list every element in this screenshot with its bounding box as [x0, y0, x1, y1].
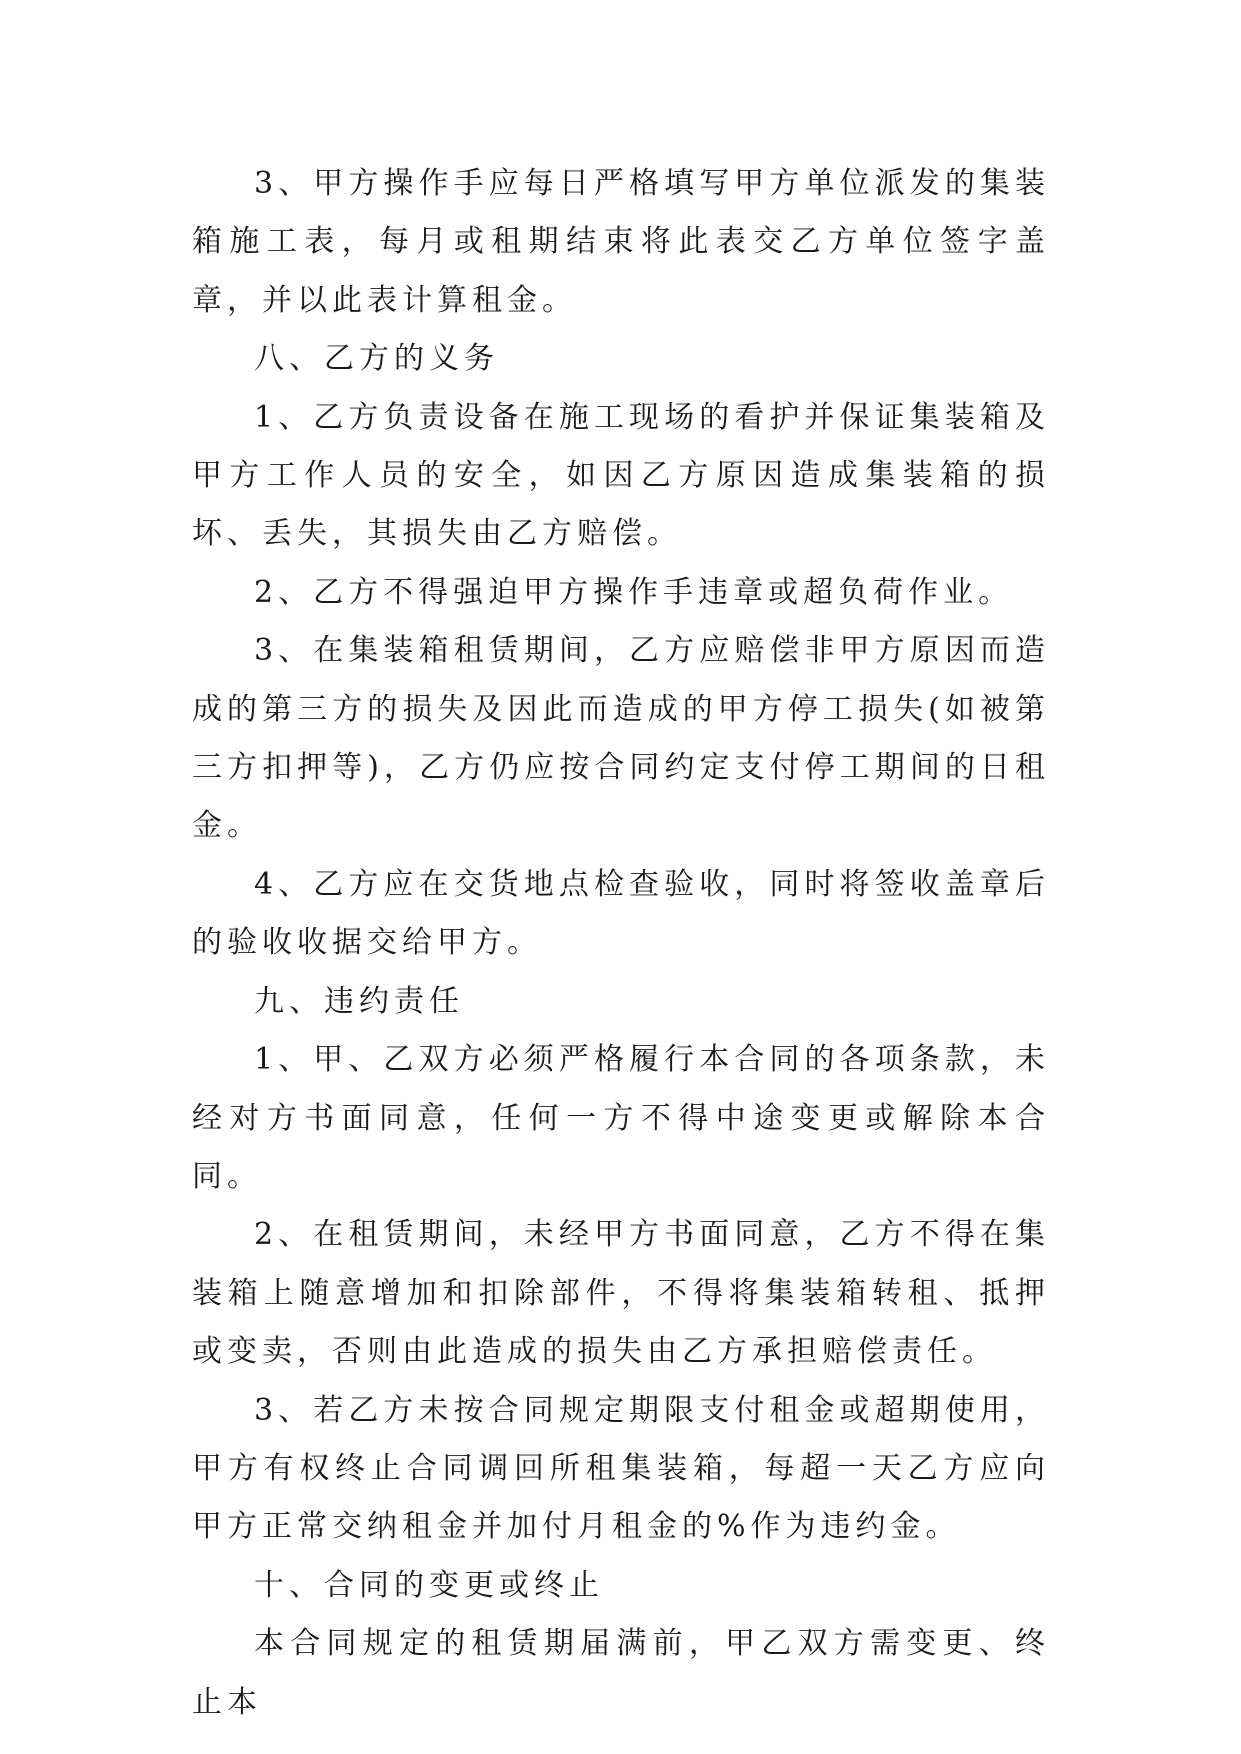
- paragraph-clause-3-late-payment: 3、若乙方未按合同规定期限支付租金或超期使用，甲方有权终止合同调回所租集装箱，每超一天乙方应向甲方正常交纳租金并加付月租金的%作为违约金。: [192, 1392, 1050, 1545]
- paragraph-clause-4-inspection: 4、乙方应在交货地点检查验收，同时将签收盖章后的验收收据交给甲方。: [192, 866, 1050, 961]
- paragraph-clause-3-operator-log: 3、甲方操作手应每日严格填写甲方单位派发的集装箱施工表，每月或租期结束将此表交乙方单位签字盖章，并以此表计算租金。: [192, 166, 1050, 318]
- paragraph-clause-3-third-party: 3、在集装箱租赁期间，乙方应赔偿非甲方原因而造成的第三方的损失及因此而造成的甲方停工损失(如被第三方扣押等)，乙方仍应按合同约定支付停工期间的日租金。: [192, 633, 1050, 844]
- section-heading-8: 八、乙方的义务: [254, 341, 499, 377]
- paragraph-clause-2-modification: 2、在租赁期间，未经甲方书面同意，乙方不得在集装箱上随意增加和扣除部件，不得将集装箱转租、抵押或变卖，否则由此造成的损失由乙方承担赔偿责任。: [192, 1217, 1050, 1370]
- paragraph-clause-2-no-overload: 2、乙方不得强迫甲方操作手违章或超负荷作业。: [254, 574, 1014, 610]
- paragraph-termination-intro: 本合同规定的租赁期届满前，甲乙双方需变更、终止本: [192, 1626, 1050, 1720]
- document-body: [192, 155, 1050, 1732]
- paragraph-clause-1-performance: 1、甲、乙双方必须严格履行本合同的各项条款，未经对方书面同意，任何一方不得中途变更或解除本合同。: [192, 1042, 1050, 1194]
- section-heading-9: 九、违约责任: [254, 983, 464, 1019]
- paragraph-clause-1-custody: 1、乙方负责设备在施工现场的看护并保证集装箱及甲方工作人员的安全，如因乙方原因造成集装箱的损坏、丢失，其损失由乙方赔偿。: [192, 399, 1050, 552]
- section-heading-10: 十、合同的变更或终止: [254, 1567, 604, 1603]
